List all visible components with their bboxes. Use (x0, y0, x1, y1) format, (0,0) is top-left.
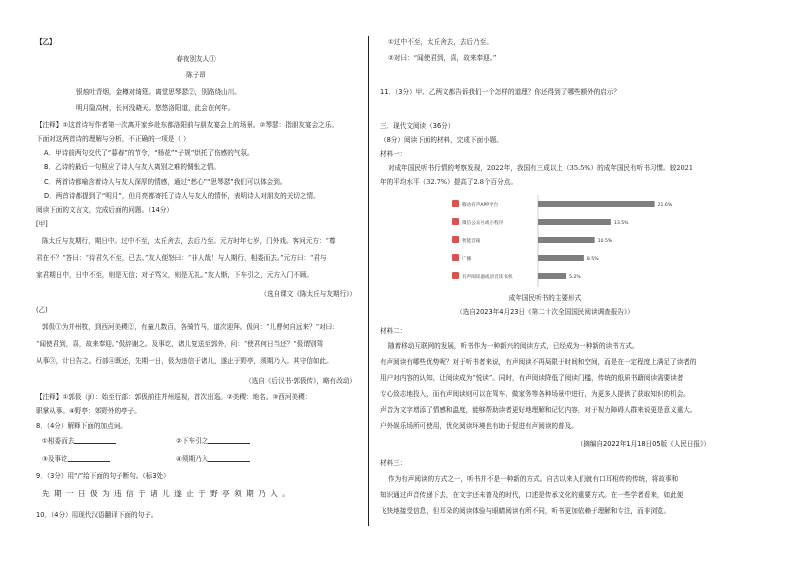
category-icon (452, 200, 459, 207)
bar (538, 273, 566, 279)
category-icon (452, 218, 459, 225)
question-8: 8．（4分）解释下面的加点词。 (36, 422, 127, 430)
column-divider (368, 36, 369, 526)
m3-line-3: 飞快地接受信息，但耳朵的阅读体验与眼睛阅读有所不同，听书更加依赖于理解和专注，而非浏览。 (380, 507, 671, 515)
option-d: D．两首诗都提到了“明月”，但月亮都寄托了诗人与友人的情怀，表明诗人对朋友的关切之情。 (44, 192, 320, 200)
m2-line-4: 专心致志地投入，而有声阅读则可以在驾车、做家务等各种场景中进行，为更多人提供了获取知识的机会。 (380, 390, 690, 398)
m3-line-1: 作为有声阅读的方式之一，听书并不是一种新的方式。自古以来人们就有口耳相传的传统，将故事和 (388, 475, 679, 483)
bar-value-label: 10.5% (597, 239, 613, 244)
yi-note-2: 职掌从事。④野亭：郊野外的亭子。 (36, 407, 141, 415)
poem-author: 陈子昂 (186, 71, 206, 79)
category-label: 移动有声APP平台 (462, 203, 499, 208)
m2-line-6: 户外娱乐场所可使用，优化阅读环境也有助于促进有声阅读的普及。 (380, 422, 578, 430)
bar-value-label: 8.5% (586, 257, 599, 262)
bar (538, 201, 655, 207)
m3-line-2: 知识通过声音传递下去，在文字还未普及的时代，口述是传承文化的重要方式。在一些学者看来，如此便 (380, 491, 684, 499)
yi-line-2: “闻使君到，喜，故来奉迎。”伋辞谢之。及事讫，诸儿复送至郭外，问：“使君何日当还？”伋谓别驾 (36, 340, 324, 348)
q10-item-2: ②对曰：“闻使君到，喜，故来奉迎。” (388, 54, 497, 62)
category-label: 智能音箱 (462, 239, 481, 244)
q8-item-3: ③及事讫 (42, 455, 110, 463)
poem-line-1: 银烛吐青烟，金樽对绮筵。离堂思琴瑟②，别路绕山川。 (76, 88, 241, 96)
option-a: A．甲诗前两句交代了“暮春”的节令，“杨花”“子规”烘托了伤感的气氛。 (44, 149, 254, 157)
bar (538, 255, 584, 261)
poem-title: 春夜别友人① (176, 55, 216, 63)
material-2-source: （摘编自2022年1月18日05版《人民日报》） (576, 440, 710, 448)
yi-line-3: 从事③，计日告之。行部④既还，先期一日，伋为违信于诸儿，遂止于野亭，须期乃入。其守信如此。 (36, 357, 333, 365)
chart-caption: 成年国民听书的主要形式 (508, 294, 582, 302)
bar-value-label: 5.2% (569, 275, 581, 280)
question-11: 11．（3分）甲、乙两文都告诉我们一个怎样的道理？你还得到了哪些额外的启示？ (380, 88, 621, 96)
bar (538, 219, 611, 225)
option-b: B．乙诗的最后一句照应了诗人与友人离别之难的惆怅之情。 (44, 163, 220, 171)
m2-line-2: 有声阅读有哪些优势呢？对于听书者来说，有声阅读不再局限于时间和空间，而是在一定程度上满足了读者的 (380, 358, 697, 366)
question-10: 10．（4分）用现代汉语翻译下面的句子。 (36, 511, 158, 519)
material-3-tag: 材料三： (380, 459, 407, 467)
m2-line-3: 用户对内容的认知，让阅读成为“悦读”。同时，有声阅读降低了阅读门槛，传统的纸质书籍阅读需要读者 (380, 374, 684, 382)
poem-tag: 【乙】 (36, 38, 56, 46)
material-1-source: （选自2023年4月23日《第二十次全国国民阅读调查报告》） (456, 308, 634, 316)
question-9: 9．（3分）用“/”给下面的句子断句。（标3处） (36, 472, 170, 480)
q8-item-4: ④须期乃入 (176, 455, 250, 463)
jia-line-1: 陈太丘与友期行，期日中。过中不至，太丘舍去，去后乃至。元方时年七岁，门外戏。客问元方：“尊 (42, 237, 336, 245)
yi-line-1: 郭伋①为并州牧，到西河美稷②，有童儿数百，各骑竹马，道次迎拜。伋问：“儿曹何自远来？”对曰： (42, 323, 339, 331)
m2-line-1: 随着移动互联网的发展，听书作为一种新兴的阅读方式，已经成为一种新的读书方式。 (388, 342, 639, 350)
yi-tag: (乙) (36, 306, 48, 314)
category-icon (452, 236, 459, 243)
poem-note: 【注释】①这首诗写作者第一次离开家乡赴东都洛阳前与朋友宴会上的场景。②琴瑟：指朋友宴会之乐。 (36, 121, 338, 129)
bar (538, 237, 595, 243)
category-icon (452, 272, 459, 279)
q8-item-2: ②下车引之 (176, 437, 250, 445)
m2-line-5: 声音为文字增添了情感和温度，能够帮助读者更好地理解和记忆内容，对于视力障碍人群来说更是意义重大。 (380, 406, 697, 414)
sub-intro: （8分）阅读下面的材料，完成下面小题。 (380, 136, 503, 144)
category-label: 有声阅读器或语音读书机 (462, 275, 513, 280)
q8-item-1: ①相委而去 (42, 437, 116, 445)
bar-value-label: 21.6% (657, 203, 673, 208)
reading-intro: 阅读下面的文言文，完成后面的问题。（14分） (36, 206, 173, 214)
bar-value-label: 13.5% (613, 221, 629, 226)
category-label: 微信公众号或小程序 (462, 221, 504, 226)
jia-tag: [甲] (36, 220, 48, 228)
yi-source: （选自《后汉书·郭伋传》，略有改动） (245, 377, 356, 385)
yi-note-1: 【注释】①郭伋（jí）：始至行部：郭伋前往并州巡视，首次出巡。②美稷：地名。③西河美稷： (36, 393, 312, 401)
jia-line-2: 君在不？”答曰：“待君久不至，已去。”友人便怒曰：“非人哉！与人期行，相委而去。”元方曰：“君与 (36, 254, 327, 262)
section-3-heading: 三．现代文阅读（36分） (380, 122, 455, 130)
category-label: 广播 (462, 257, 472, 262)
material-1-tag: 材料一： (380, 150, 407, 158)
option-c: C．两首诗都喻含着诗人与友人深厚的情感，通过“愁心”“思琴瑟”我们可以体会到。 (44, 178, 287, 186)
listening-forms-bar-chart (450, 195, 690, 290)
m1-line-2: 年的平均水平（32.7%）提高了2.8个百分点。 (380, 178, 517, 186)
q10-item-1: ①过中不至，太丘舍去，去后乃至。 (388, 38, 493, 46)
question-intro: 下面对这两首诗的理解与分析，不正确的一项是（ ） (36, 135, 190, 143)
poem-line-2: 明月隐高树，长河没晓天。悠悠洛阳道，此会在何年。 (76, 104, 235, 112)
m1-line-1: 对成年国民听书行情的考察发现，2022年，我国有三成以上（35.5%）的成年国民有听书习惯。较2021 (388, 164, 694, 172)
category-icon (452, 254, 459, 261)
material-2-tag: 材料二： (380, 327, 407, 335)
jia-line-3: 家君期日中，日中不至，则是无信；对子骂父，则是无礼。”友人惭，下车引之，元方入门不顾。 (36, 271, 314, 279)
jia-source: （选自课文《陈太丘与友期行》） (260, 290, 356, 298)
q9-sentence: 先 期 一 日 伋 为 违 信 于 诸 儿 遂 止 于 野 亭 须 期 乃 入 。 (42, 489, 291, 498)
